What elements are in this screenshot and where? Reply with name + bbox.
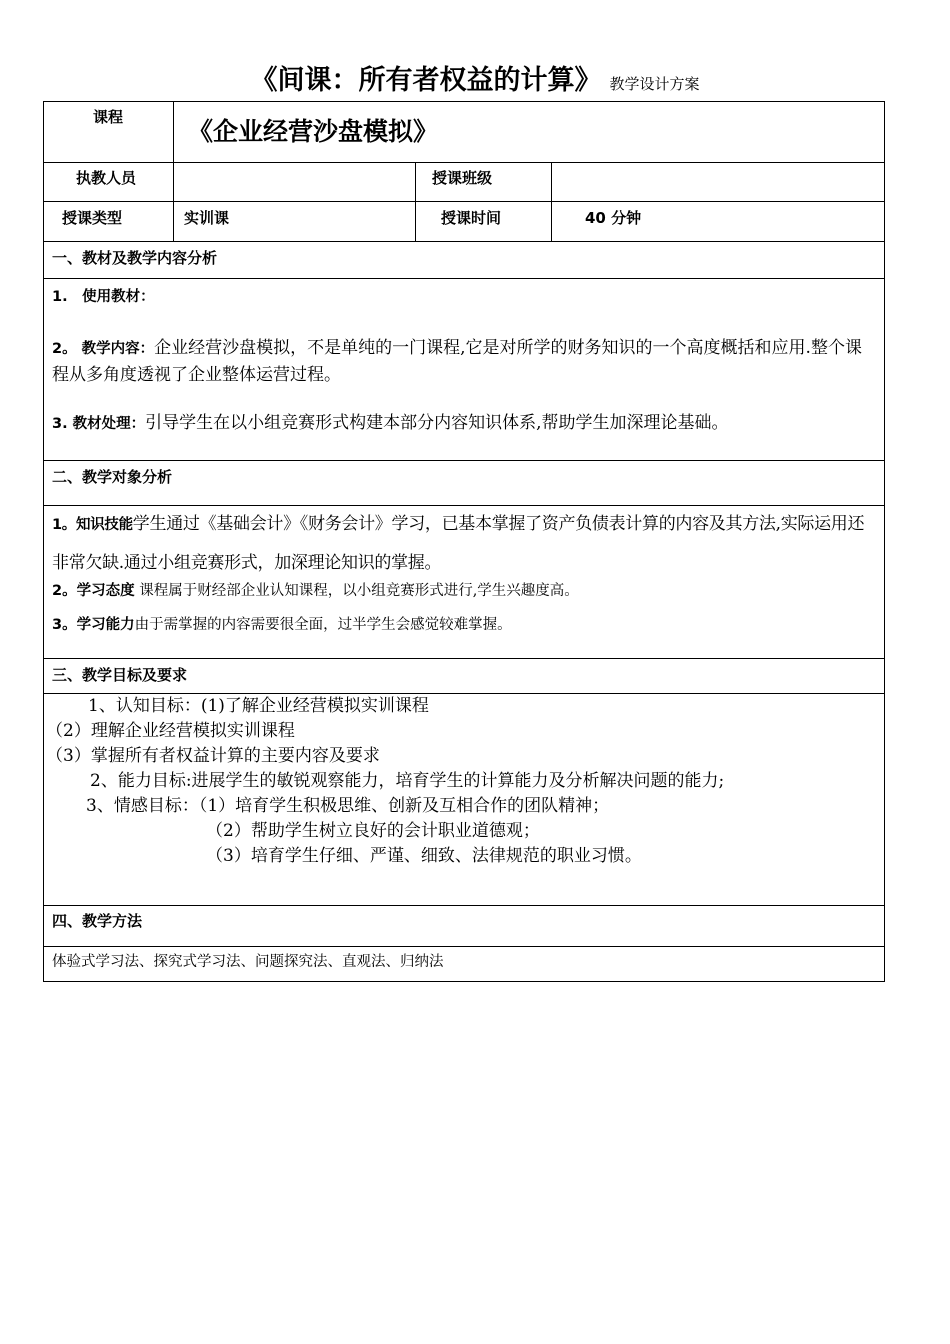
s2-item-3-text: 由于需掌握的内容需要很全面，过半学生会感觉较难掌握。 <box>134 617 512 633</box>
s4-methods: 体验式学习法、探究式学习法、问题探究法、直观法、归纳法 <box>52 954 444 970</box>
row-divider <box>44 658 884 659</box>
s3-line-7: （3）培育学生仔细、严谨、细致、法律规范的职业习惯。 <box>206 846 642 866</box>
s2-item-3-label: 3。学习能力 <box>52 617 135 633</box>
s2-item-2-label: 2。学习态度 <box>52 583 135 599</box>
time-value: 40 分钟 <box>585 209 642 227</box>
s2-item-1 <box>52 505 876 582</box>
s3-line-1: 1、认知目标：(1)了解企业经营模拟实训课程 <box>88 696 429 716</box>
teacher-label: 执教人员 <box>76 169 137 187</box>
document-subtitle: 教学设计方案 <box>609 75 700 93</box>
course-value: 《企业经营沙盘模拟》 <box>188 117 439 146</box>
section-2-title: 二、教学对象分析 <box>52 468 173 486</box>
s2-item-1-text: 学生通过《基础会计》《财务会计》学习，已基本掌握了资产负债表计算的内容及其方法,实际运用还非常欠缺.通过小组竞赛形式，加深理论知识的掌握。 <box>52 514 865 573</box>
class-label: 授课班级 <box>432 169 493 187</box>
time-label: 授课时间 <box>441 209 502 227</box>
s1-item-1 <box>52 283 876 310</box>
page-title <box>0 58 950 97</box>
section-4-title: 四、教学方法 <box>52 912 143 930</box>
s3-line-4: 2、能力目标:进展学生的敏锐观察能力，培育学生的计算能力及分析解决问题的能力; <box>90 771 725 791</box>
row-divider <box>44 241 884 242</box>
s3-line-5: 3、情感目标：（1）培育学生积极思维、创新及互相合作的团队精神； <box>86 796 610 816</box>
row-divider <box>44 278 884 279</box>
s2-item-3 <box>52 612 876 638</box>
s3-line-3: （3）掌握所有者权益计算的主要内容及要求 <box>46 746 380 766</box>
row-divider <box>44 946 884 947</box>
s1-item-3 <box>52 410 876 437</box>
s2-item-1-label: 1。知识技能 <box>52 517 133 533</box>
s3-line-2: （2）理解企业经营模拟实训课程 <box>46 721 295 741</box>
s1-item-2-label: 2。 教学内容： <box>52 341 155 357</box>
s1-item-1-label: 1. 使用教材： <box>52 289 155 305</box>
s1-item-2 <box>52 335 876 388</box>
s2-item-2-text: 课程属于财经部企业认知课程，以小组竞赛形式进行,学生兴趣度高。 <box>134 583 579 599</box>
s3-line-6: （2）帮助学生树立良好的会计职业道德观； <box>206 821 540 841</box>
section-1-title: 一、教材及教学内容分析 <box>52 249 218 267</box>
s1-item-3-text: 引导学生在以小组竞赛形式构建本部分内容知识体系,帮助学生加深理论基础。 <box>145 413 729 433</box>
row-divider <box>44 460 884 461</box>
s2-item-2 <box>52 578 876 604</box>
row-divider <box>44 905 884 906</box>
row-divider <box>44 201 884 202</box>
type-label: 授课类型 <box>62 209 123 227</box>
column-divider <box>551 162 552 241</box>
s1-item-3-label: 3. 教材处理： <box>52 416 146 432</box>
course-label: 课程 <box>93 108 124 126</box>
column-divider <box>173 102 174 241</box>
lesson-plan-table <box>43 101 885 982</box>
type-value: 实训课 <box>184 209 230 227</box>
s1-item-2-text: 企业经营沙盘模拟，不是单纯的一门课程,它是对所学的财务知识的一个高度概括和应用.整个课程从多角度透视了企业整体运营过程。 <box>52 338 862 385</box>
document-title: 《间课：所有者权益的计算》 <box>250 65 602 96</box>
column-divider <box>415 162 416 241</box>
row-divider <box>44 162 884 163</box>
section-3-title: 三、教学目标及要求 <box>52 666 188 684</box>
